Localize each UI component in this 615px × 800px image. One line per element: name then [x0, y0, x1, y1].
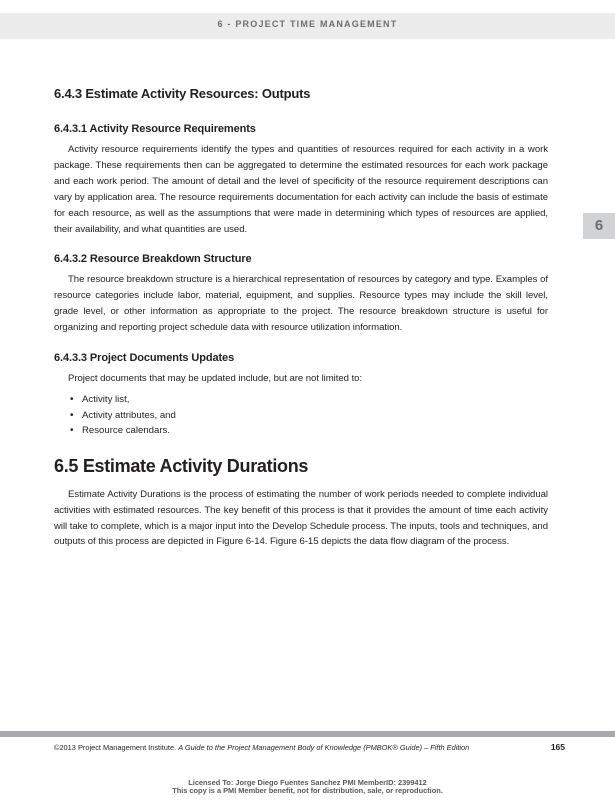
updates-list	[54, 392, 548, 439]
list-item: • Resource calendars.	[54, 423, 548, 439]
license-line-2: This copy is a PMI Member benefit, not for distribution, sale, or reproduction.	[172, 786, 443, 795]
section-6432-paragraph: The resource breakdown structure is a hierarchical representation of resources by category and type. Examples of resource categories include labor, material, equipment, and supplies. Resource types may include the skill level, grade level, or other information as appropriate to the project. The resource breakdown structure is useful for organizing and reporting project schedule data with resource utilization information.	[54, 274, 548, 334]
section-65-heading: 6.5 Estimate Activity Durations	[54, 455, 309, 476]
list-item: • Activity attributes, and	[54, 408, 548, 424]
running-header: 6 - PROJECT TIME MANAGEMENT	[217, 19, 398, 29]
list-item: • Activity list,	[54, 392, 548, 408]
license-notice	[0, 779, 615, 795]
section-6432-heading: 6.4.3.2 Resource Breakdown Structure	[54, 253, 252, 266]
footer-book-title: A Guide to the Project Management Body of Knowledge (PMBOK® Guide) – Fifth Edition	[178, 743, 470, 752]
footer-bar	[0, 731, 615, 737]
section-643-heading: 6.4.3 Estimate Activity Resources: Outputs	[54, 86, 311, 101]
section-6433-paragraph: Project documents that may be updated include, but are not limited to:	[68, 373, 363, 385]
page-number: 165	[550, 742, 565, 752]
section-6431-heading: 6.4.3.1 Activity Resource Requirements	[54, 123, 256, 135]
page-content	[54, 86, 548, 550]
footer-citation	[54, 743, 469, 752]
section-65-paragraph: Estimate Activity Durations is the process of estimating the number of work periods needed to complete individual activities with estimated resources. The key benefit of this process is that it provides the amount of time each activity will take to complete, which is a major input into the Develop Schedule process. The inputs, tools and techniques, and outputs of this process are depicted in Figure 6-14. Figure 6-15 depicts the data flow diagram of the process.	[54, 488, 548, 548]
footer-copyright: ©2013 Project Management Institute.	[54, 743, 177, 752]
chapter-tab: 6	[583, 213, 615, 239]
section-6431-paragraph: Activity resource requirements identify the types and quantities of resources required for each activity in a work package. These requirements then can be aggregated to determine the estimated resources for each work package and each work period. The amount of detail and the level of specificity of the resource requirement descriptions can vary by application area. The resource requirements documentation for each activity can include the basis of estimate for each resource, as well as the assumptions that were made in determining which types of resources are applied, their availability, and what quantities are used.	[54, 144, 548, 235]
license-line-1: Licensed To: Jorge Diego Fuentes Sanchez PMI MemberID: 2399412	[188, 778, 427, 787]
section-6433-heading: 6.4.3.3 Project Documents Updates	[54, 352, 235, 365]
